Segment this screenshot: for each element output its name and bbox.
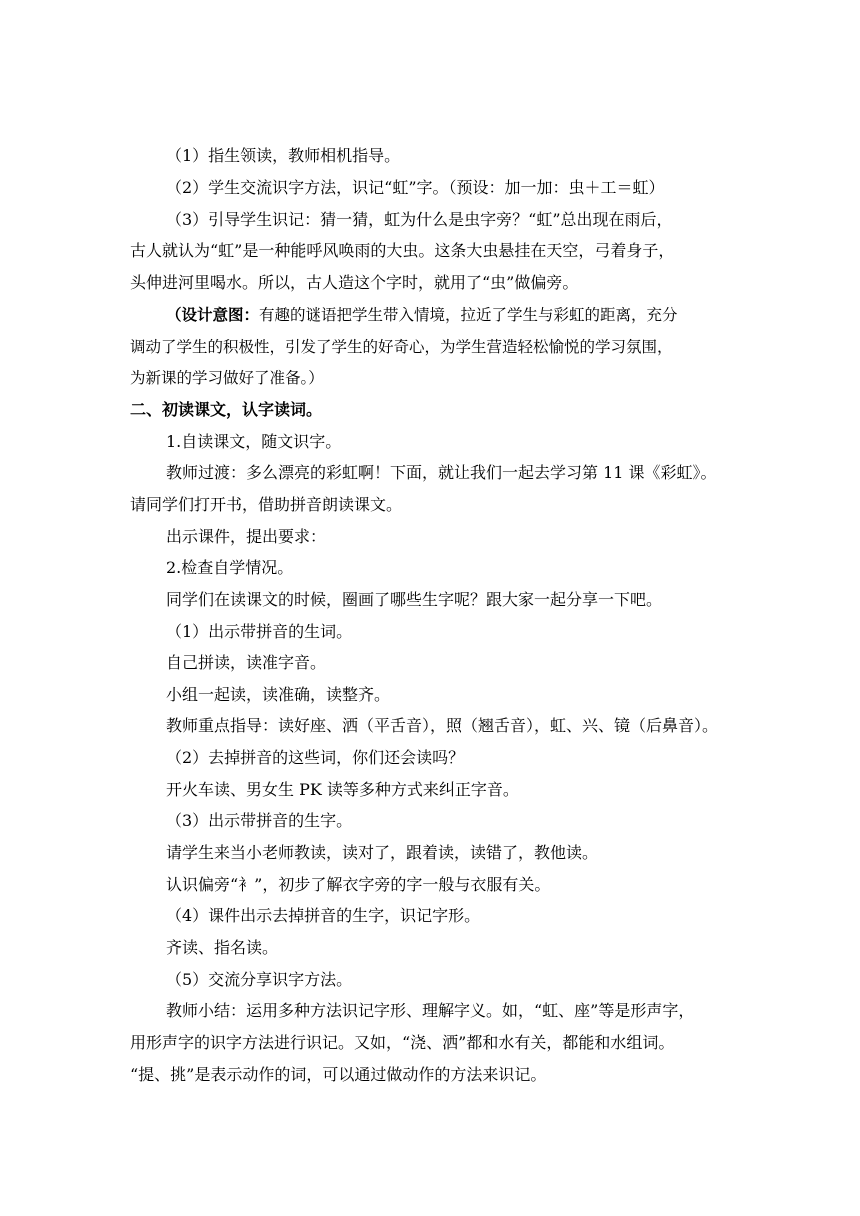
paragraph-line: 教师重点指导：读好座、洒（平舌音），照（翘舌音），虹、兴、镜（后鼻音）。: [166, 716, 719, 735]
paragraph-line: 同学们在读课文的时候，圈画了哪些生字呢？跟大家一起分享一下吧。: [166, 590, 663, 609]
paragraph-line: 2.检查自学情况。: [166, 558, 294, 577]
paragraph-line: “提、挑”是表示动作的词，可以通过做动作的方法来识记。: [130, 1065, 547, 1084]
paragraph-line: 自己拼读，读准字音。: [166, 653, 327, 672]
design-intent-label: （设计意图：: [166, 306, 260, 324]
design-intent-line: [166, 305, 678, 325]
paragraph-line: 用形声字的识字方法进行识记。又如，“浇、洒”都和水有关，都能和水组词。: [130, 1033, 675, 1052]
paragraph-line: 头伸进河里喝水。所以，古人造这个字时，就用了“虫”做偏旁。: [130, 273, 579, 292]
paragraph-line: 请学生来当小老师教读，读对了，跟着读，读错了，教他读。: [166, 843, 599, 862]
paragraph-line: 请同学们打开书，借助拼音朗读课文。: [130, 495, 403, 514]
design-intent-line: 调动了学生的积极性，引发了学生的好奇心，为学生营造轻松愉悦的学习氛围，: [130, 338, 673, 356]
paragraph-line: 开火车读、男女生 PK 读等多种方式来纠正字音。: [166, 780, 519, 799]
paragraph-line: 出示课件，提出要求：: [166, 527, 327, 546]
paragraph-line: （3）引导学生识记：猜一猜，虹为什么是虫字旁？“虹”总出现在雨后，: [166, 210, 673, 229]
paragraph-line: 1.自读课文，随文识字。: [166, 432, 342, 451]
paragraph-line: （1）指生领读，教师相机指导。: [166, 146, 401, 165]
paragraph-line: 认识偏旁“衤”，初步了解衣字旁的字一般与衣服有关。: [166, 875, 551, 894]
paragraph-line: （5）交流分享识字方法。: [166, 970, 353, 989]
paragraph-line: （3）出示带拼音的生字。: [166, 811, 353, 830]
section-heading: 二、初读课文，认字读词。: [130, 400, 323, 419]
design-intent-line: 为新课的学习做好了准备。）: [130, 369, 324, 387]
paragraph-line: 小组一起读，读准确，读整齐。: [166, 685, 391, 704]
paragraph-line: （4）课件出示去掉拼音的生字，识记字形。: [166, 906, 481, 925]
paragraph-line: 教师小结：运用多种方法识记字形、理解字义。如，“虹、座”等是形声字，: [166, 1001, 695, 1020]
paragraph-line: 齐读、指名读。: [166, 938, 279, 957]
paragraph-line: 古人就认为“虹”是一种能呼风唤雨的大虫。这条大虫悬挂在天空，弓着身子，: [130, 241, 675, 260]
design-intent-text: 有趣的谜语把学生带入情境，拉近了学生与彩虹的距离，充分: [259, 306, 678, 324]
paragraph-line: 教师过渡：多么漂亮的彩虹啊！下面，就让我们一起去学习第 11 课《彩虹》。: [166, 463, 717, 482]
paragraph-line: （1）出示带拼音的生词。: [166, 622, 353, 641]
paragraph-line: （2）学生交流识字方法，识记“虹”字。（预设：加一加：虫＋工＝虹）: [166, 178, 665, 197]
paragraph-line: （2）去掉拼音的这些词，你们还会读吗？: [166, 748, 465, 767]
